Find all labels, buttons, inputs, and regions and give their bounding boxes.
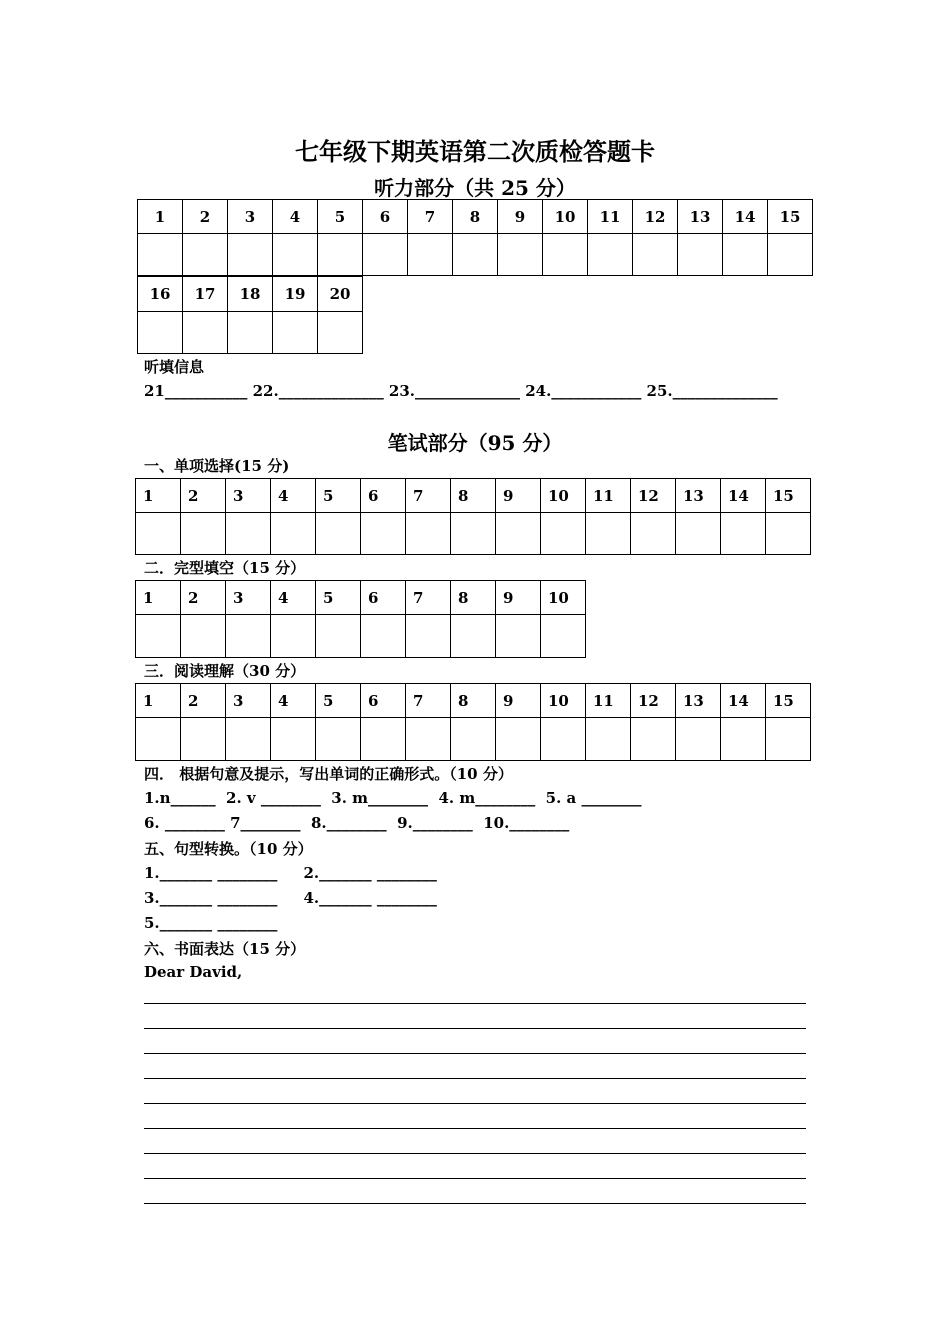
answer-cell[interactable] bbox=[271, 513, 316, 555]
answer-cell[interactable] bbox=[451, 615, 496, 658]
question-number-cell: 13 bbox=[676, 479, 721, 513]
question-number-cell: 5 bbox=[316, 479, 361, 513]
question-number-cell: 10 bbox=[541, 479, 586, 513]
listening-answer-grid-1 bbox=[137, 199, 813, 276]
answer-cell[interactable] bbox=[183, 234, 228, 276]
answer-cell[interactable] bbox=[181, 718, 226, 761]
answer-row bbox=[136, 718, 811, 761]
answer-cell[interactable] bbox=[678, 234, 723, 276]
answer-cell[interactable] bbox=[453, 234, 498, 276]
answer-cell[interactable] bbox=[541, 615, 586, 658]
question-number-cell: 10 bbox=[541, 581, 586, 615]
question-number-cell: 12 bbox=[631, 479, 676, 513]
answer-cell[interactable] bbox=[406, 718, 451, 761]
question-number-cell: 12 bbox=[631, 684, 676, 718]
section-5-label: 五、句型转换。（10 分） bbox=[144, 840, 313, 858]
question-number-cell: 10 bbox=[543, 200, 588, 234]
question-number-cell: 3 bbox=[226, 479, 271, 513]
answer-cell[interactable] bbox=[676, 513, 721, 555]
section-5-blanks-3[interactable]: 5._______ ________ bbox=[144, 914, 278, 932]
question-number-cell: 6 bbox=[361, 581, 406, 615]
writing-line[interactable] bbox=[144, 1153, 806, 1154]
question-number-cell: 6 bbox=[361, 684, 406, 718]
answer-cell[interactable] bbox=[271, 718, 316, 761]
answer-cell[interactable] bbox=[498, 234, 543, 276]
question-number-cell: 1 bbox=[136, 684, 181, 718]
question-number-cell: 5 bbox=[316, 581, 361, 615]
answer-cell[interactable] bbox=[406, 513, 451, 555]
answer-cell[interactable] bbox=[631, 718, 676, 761]
answer-cell[interactable] bbox=[136, 718, 181, 761]
answer-cell[interactable] bbox=[136, 513, 181, 555]
answer-cell[interactable] bbox=[543, 234, 588, 276]
answer-cell[interactable] bbox=[361, 615, 406, 658]
question-number-cell: 19 bbox=[273, 277, 318, 312]
answer-cell[interactable] bbox=[631, 513, 676, 555]
section-5-blanks-2[interactable]: 3._______ ________ 4._______ ________ bbox=[144, 889, 437, 907]
question-number-cell: 4 bbox=[271, 581, 316, 615]
answer-row bbox=[136, 615, 586, 658]
question-number-cell: 2 bbox=[181, 479, 226, 513]
answer-cell[interactable] bbox=[451, 718, 496, 761]
listening-fill-blanks[interactable]: 21___________ 22.______________ 23.______________ 24.____________ 25.______________ bbox=[144, 382, 778, 400]
writing-line[interactable] bbox=[144, 1053, 806, 1054]
question-number-cell: 4 bbox=[271, 684, 316, 718]
section-4-blanks-2[interactable]: 6. ________ 7________ 8.________ 9.________ 10.________ bbox=[144, 814, 570, 832]
question-number-cell: 15 bbox=[766, 684, 811, 718]
question-number-cell: 5 bbox=[318, 200, 363, 234]
answer-cell[interactable] bbox=[273, 312, 318, 354]
number-row bbox=[136, 581, 586, 615]
answer-cell[interactable] bbox=[228, 312, 273, 354]
section-1-answer-grid bbox=[135, 478, 811, 555]
question-number-cell: 17 bbox=[183, 277, 228, 312]
question-number-cell: 2 bbox=[183, 200, 228, 234]
question-number-cell: 1 bbox=[136, 581, 181, 615]
writing-line[interactable] bbox=[144, 1078, 806, 1079]
answer-cell[interactable] bbox=[316, 513, 361, 555]
question-number-cell: 13 bbox=[678, 200, 723, 234]
answer-cell[interactable] bbox=[316, 615, 361, 658]
question-number-cell: 8 bbox=[451, 684, 496, 718]
answer-cell[interactable] bbox=[408, 234, 453, 276]
answer-cell[interactable] bbox=[226, 513, 271, 555]
answer-cell[interactable] bbox=[766, 513, 811, 555]
page-title: 七年级下期英语第二次质检答题卡 bbox=[295, 137, 655, 166]
writing-line[interactable] bbox=[144, 1028, 806, 1029]
answer-cell[interactable] bbox=[496, 615, 541, 658]
question-number-cell: 7 bbox=[406, 479, 451, 513]
question-number-cell: 1 bbox=[138, 200, 183, 234]
question-number-cell: 13 bbox=[676, 684, 721, 718]
question-number-cell: 5 bbox=[316, 684, 361, 718]
letter-greeting: Dear David, bbox=[144, 963, 243, 981]
question-number-cell: 9 bbox=[496, 581, 541, 615]
question-number-cell: 12 bbox=[633, 200, 678, 234]
answer-cell[interactable] bbox=[406, 615, 451, 658]
answer-cell[interactable] bbox=[226, 718, 271, 761]
question-number-cell: 8 bbox=[451, 581, 496, 615]
writing-line[interactable] bbox=[144, 1003, 806, 1004]
answer-cell[interactable] bbox=[316, 718, 361, 761]
answer-cell[interactable] bbox=[136, 615, 181, 658]
listening-answer-grid-2 bbox=[137, 276, 363, 354]
question-number-cell: 20 bbox=[318, 277, 363, 312]
answer-cell[interactable] bbox=[586, 718, 631, 761]
question-number-cell: 3 bbox=[228, 200, 273, 234]
answer-cell[interactable] bbox=[181, 615, 226, 658]
question-number-cell: 10 bbox=[541, 684, 586, 718]
writing-line[interactable] bbox=[144, 1203, 806, 1204]
answer-cell[interactable] bbox=[496, 513, 541, 555]
question-number-cell: 18 bbox=[228, 277, 273, 312]
question-number-cell: 7 bbox=[408, 200, 453, 234]
answer-cell[interactable] bbox=[588, 234, 633, 276]
answer-cell[interactable] bbox=[228, 234, 273, 276]
section-4-blanks-1[interactable]: 1.n______ 2. v ________ 3. m________ 4. m________ 5. a ________ bbox=[144, 789, 642, 807]
writing-line[interactable] bbox=[144, 1103, 806, 1104]
number-row bbox=[138, 277, 363, 312]
answer-cell[interactable] bbox=[226, 615, 271, 658]
section-3-label: 三．阅读理解（30 分） bbox=[144, 662, 306, 680]
answer-cell[interactable] bbox=[183, 312, 228, 354]
question-number-cell: 11 bbox=[588, 200, 633, 234]
number-row bbox=[136, 684, 811, 718]
question-number-cell: 9 bbox=[496, 684, 541, 718]
answer-cell[interactable] bbox=[766, 718, 811, 761]
section-3-answer-grid bbox=[135, 683, 811, 761]
listening-fill-label: 听填信息 bbox=[144, 358, 205, 376]
section-2-label: 二．完型填空（15 分） bbox=[144, 559, 306, 577]
question-number-cell: 9 bbox=[498, 200, 543, 234]
question-number-cell: 4 bbox=[271, 479, 316, 513]
question-number-cell: 11 bbox=[586, 684, 631, 718]
answer-row bbox=[136, 513, 811, 555]
answer-cell[interactable] bbox=[541, 718, 586, 761]
written-heading: 笔试部分（95 分） bbox=[387, 431, 563, 455]
answer-cell[interactable] bbox=[451, 513, 496, 555]
answer-row bbox=[138, 312, 363, 354]
answer-cell[interactable] bbox=[676, 718, 721, 761]
answer-cell[interactable] bbox=[633, 234, 678, 276]
section-2-answer-grid bbox=[135, 580, 586, 658]
question-number-cell: 8 bbox=[453, 200, 498, 234]
answer-cell[interactable] bbox=[541, 513, 586, 555]
question-number-cell: 7 bbox=[406, 684, 451, 718]
question-number-cell: 1 bbox=[136, 479, 181, 513]
answer-cell[interactable] bbox=[318, 312, 363, 354]
answer-cell[interactable] bbox=[721, 513, 766, 555]
question-number-cell: 6 bbox=[361, 479, 406, 513]
question-number-cell: 9 bbox=[496, 479, 541, 513]
section-6-label: 六、书面表达（15 分） bbox=[144, 940, 306, 958]
question-number-cell: 14 bbox=[721, 479, 766, 513]
answer-cell[interactable] bbox=[271, 615, 316, 658]
answer-cell[interactable] bbox=[768, 234, 813, 276]
answer-cell[interactable] bbox=[363, 234, 408, 276]
question-number-cell: 7 bbox=[406, 581, 451, 615]
question-number-cell: 2 bbox=[181, 581, 226, 615]
answer-cell[interactable] bbox=[361, 718, 406, 761]
question-number-cell: 11 bbox=[586, 479, 631, 513]
question-number-cell: 14 bbox=[721, 684, 766, 718]
answer-cell[interactable] bbox=[496, 718, 541, 761]
answer-cell[interactable] bbox=[138, 234, 183, 276]
number-row bbox=[138, 200, 813, 234]
question-number-cell: 6 bbox=[363, 200, 408, 234]
question-number-cell: 16 bbox=[138, 277, 183, 312]
answer-cell[interactable] bbox=[723, 234, 768, 276]
answer-cell[interactable] bbox=[138, 312, 183, 354]
answer-cell[interactable] bbox=[721, 718, 766, 761]
question-number-cell: 8 bbox=[451, 479, 496, 513]
answer-cell[interactable] bbox=[318, 234, 363, 276]
question-number-cell: 3 bbox=[226, 684, 271, 718]
writing-line[interactable] bbox=[144, 1128, 806, 1129]
answer-cell[interactable] bbox=[586, 513, 631, 555]
answer-row bbox=[138, 234, 813, 276]
section-1-label: 一、单项选择(15 分) bbox=[144, 457, 290, 475]
question-number-cell: 15 bbox=[766, 479, 811, 513]
answer-cell[interactable] bbox=[361, 513, 406, 555]
question-number-cell: 3 bbox=[226, 581, 271, 615]
answer-cell[interactable] bbox=[273, 234, 318, 276]
listening-heading: 听力部分（共 25 分） bbox=[374, 176, 576, 200]
writing-line[interactable] bbox=[144, 1178, 806, 1179]
section-4-label: 四． 根据句意及提示，写出单词的正确形式。（10 分） bbox=[144, 765, 513, 783]
section-5-blanks-1[interactable]: 1._______ ________ 2._______ ________ bbox=[144, 864, 437, 882]
question-number-cell: 2 bbox=[181, 684, 226, 718]
question-number-cell: 4 bbox=[273, 200, 318, 234]
question-number-cell: 14 bbox=[723, 200, 768, 234]
answer-cell[interactable] bbox=[181, 513, 226, 555]
question-number-cell: 15 bbox=[768, 200, 813, 234]
number-row bbox=[136, 479, 811, 513]
